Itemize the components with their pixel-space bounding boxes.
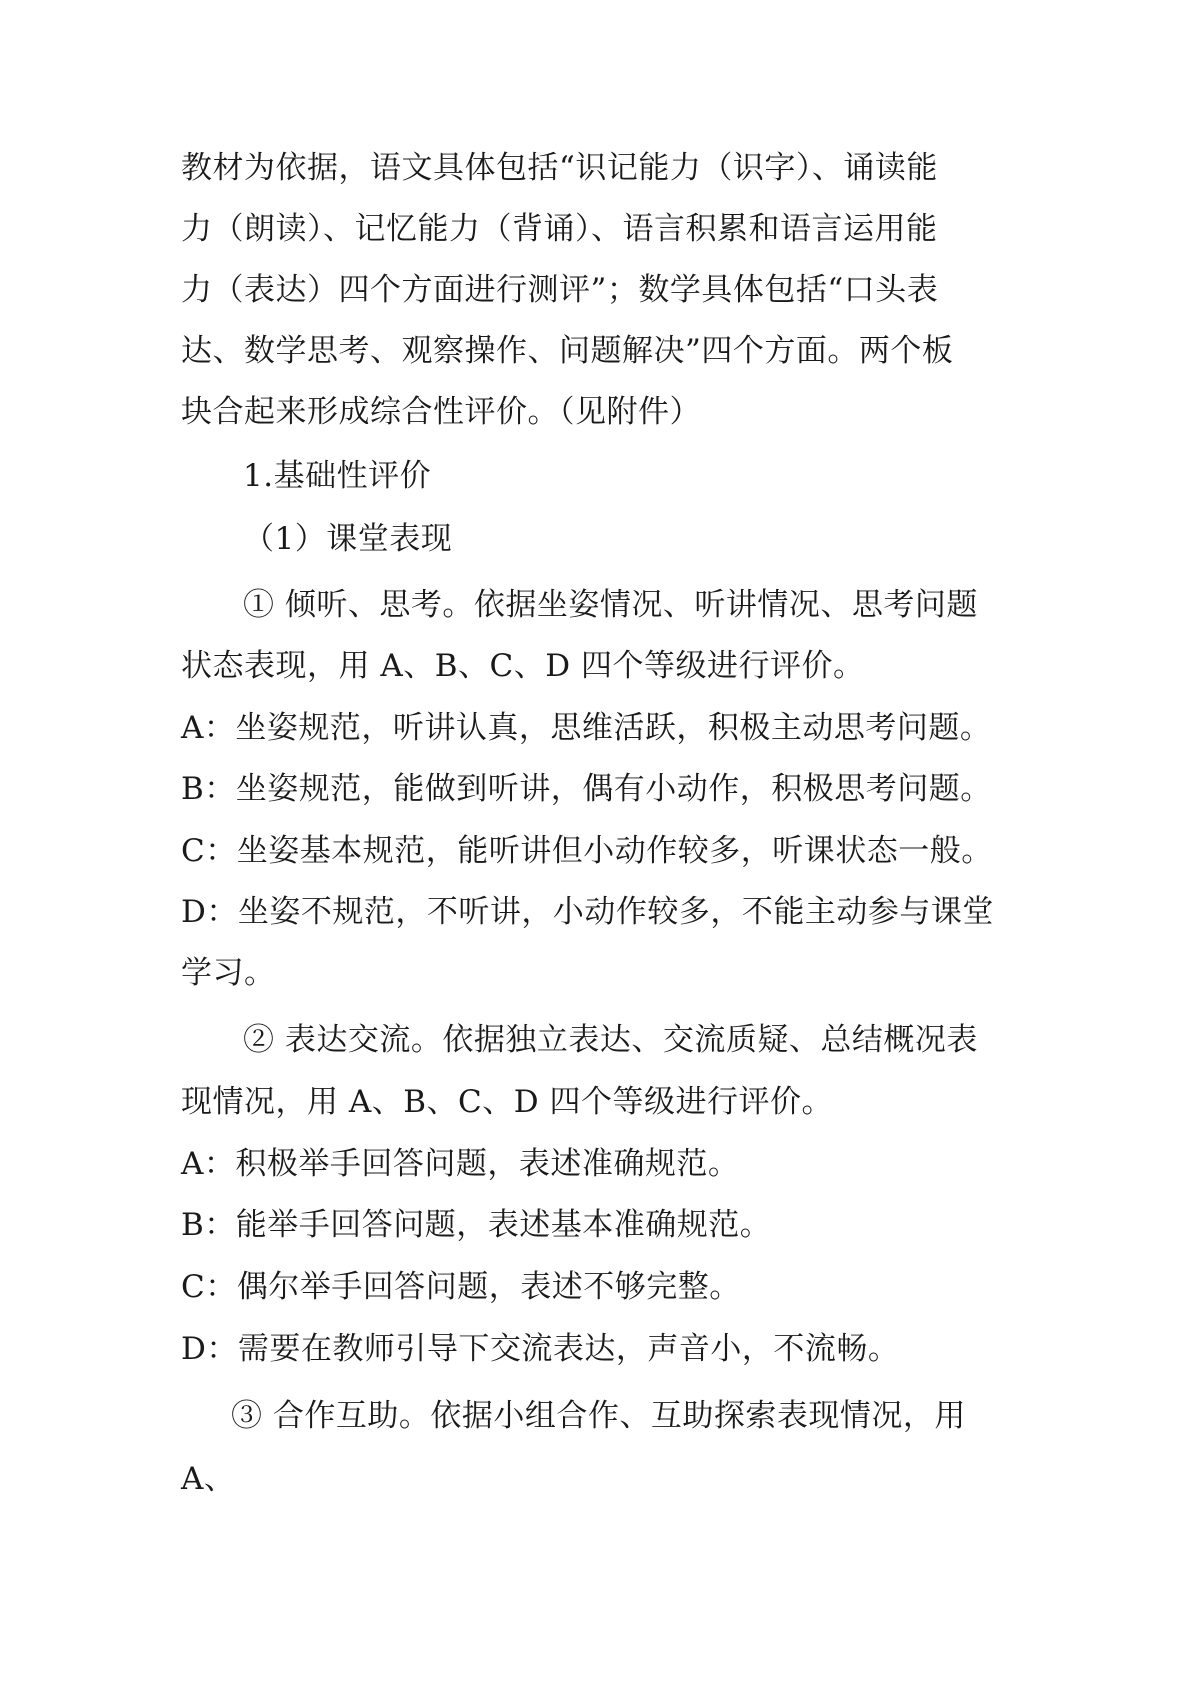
paragraph-line: ① 倾听、思考。依据坐姿情况、听讲情况、思考问题 [243,587,978,623]
paragraph-line: A、 [181,1461,236,1497]
list-item: B：坐姿规范，能做到听讲，偶有小动作，积极思考问题。 [181,771,992,807]
paragraph-line: 力（朗读）、记忆能力（背诵）、语言积累和语言运用能 [181,211,938,247]
list-item: C：偶尔举手回答问题，表述不够完整。 [181,1269,741,1305]
paragraph-line: 学习。 [181,955,276,991]
paragraph-line: 力（表达）四个方面进行测评”；数学具体包括“口头表 [181,272,939,308]
paragraph-line: 教材为依据，语文具体包括“识记能力（识字）、诵读能 [181,150,938,186]
list-item: A：坐姿规范，听讲认真，思维活跃，积极主动思考问题。 [181,710,992,746]
list-item: D：坐姿不规范，不听讲，小动作较多，不能主动参与课堂 [181,894,994,930]
list-item: D：需要在教师引导下交流表达，声音小，不流畅。 [181,1331,900,1367]
paragraph-line: 达、数学思考、观察操作、问题解决”四个方面。两个板 [181,333,954,369]
paragraph-line: 状态表现，用 A、B、C、D 四个等级进行评价。 [181,648,865,684]
list-item: A：积极举手回答问题，表述准确规范。 [181,1146,740,1182]
list-item: C：坐姿基本规范，能听讲但小动作较多，听课状态一般。 [181,833,993,869]
paragraph-line: 块合起来形成综合性评价。（见附件） [181,394,701,430]
section-heading: 1.基础性评价 [243,458,432,494]
subsection-heading: （1）课堂表现 [243,521,453,557]
list-item: B：能举手回答问题，表述基本准确规范。 [181,1207,772,1243]
paragraph-line: ③ 合作互助。依据小组合作、互助探索表现情况，用 [231,1398,966,1434]
paragraph-line: 现情况，用 A、B、C、D 四个等级进行评价。 [181,1084,833,1120]
paragraph-line: ② 表达交流。依据独立表达、交流质疑、总结概况表 [243,1022,978,1058]
